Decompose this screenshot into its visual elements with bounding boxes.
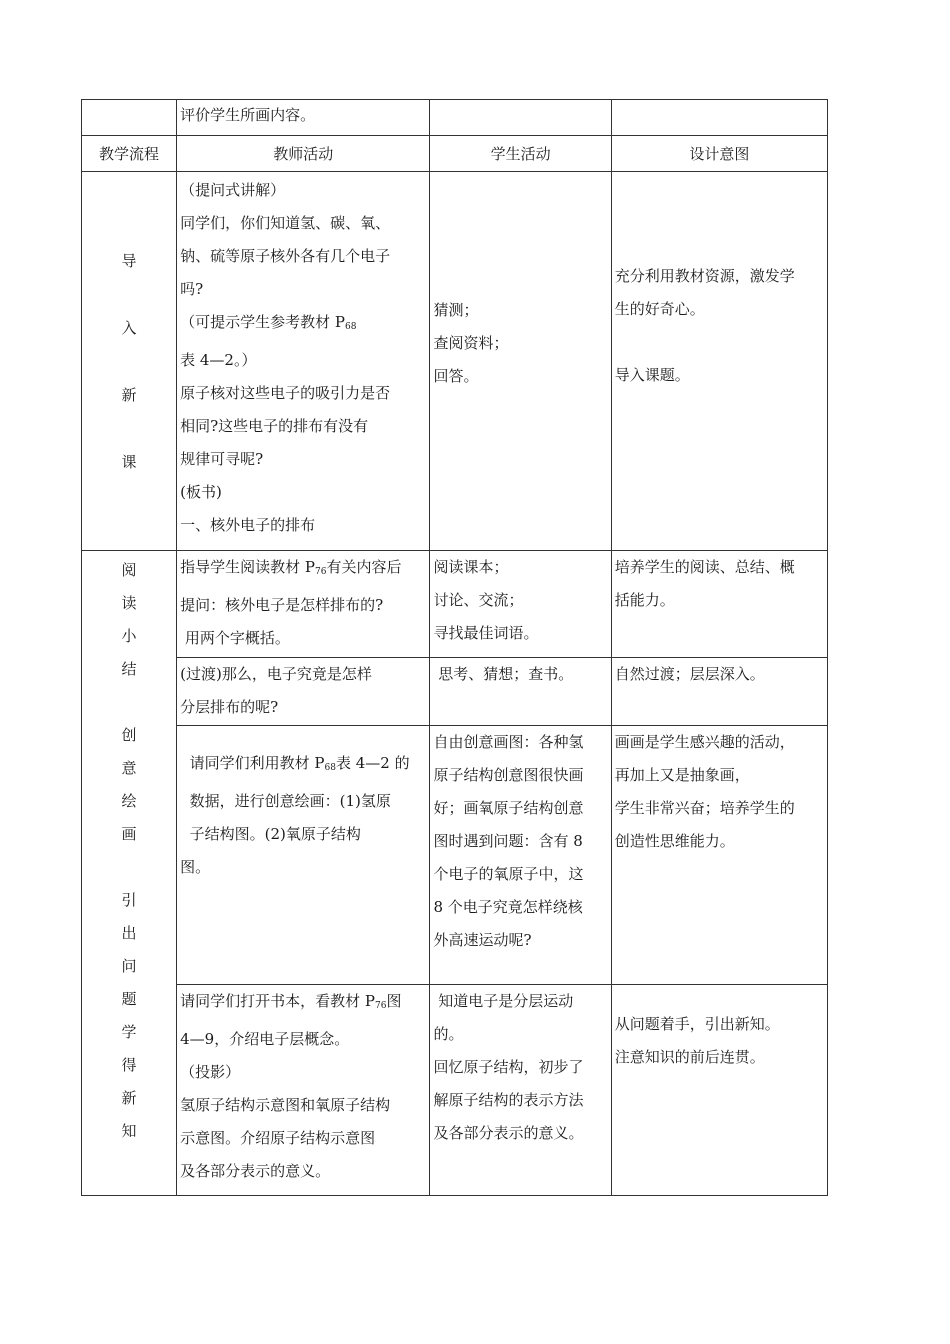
student-line: 查阅资料； bbox=[433, 334, 509, 352]
flow-cell-intro bbox=[82, 172, 177, 551]
teacher-line: 图。 bbox=[180, 858, 211, 876]
teacher-line: 数据，进行创意绘画：(1)氢原 bbox=[180, 792, 391, 810]
flow-char: 出 bbox=[121, 924, 137, 942]
student-line: 原子结构创意图很快画 bbox=[433, 766, 584, 784]
design-cell bbox=[611, 100, 827, 136]
flow-char: 画 bbox=[121, 825, 137, 843]
student-line: 的。 bbox=[433, 1025, 464, 1043]
table-header-row bbox=[82, 136, 828, 172]
teacher-line: 4—9，介绍电子层概念。 bbox=[180, 1030, 350, 1048]
design-cell-drawing bbox=[611, 726, 827, 985]
flow-cell-section2 bbox=[82, 551, 177, 1196]
teacher-line: 相同?这些电子的排布有没有 bbox=[180, 417, 369, 435]
student-line: 外高速运动呢? bbox=[433, 931, 532, 949]
design-cell-new-knowledge bbox=[611, 985, 827, 1196]
teacher-cell-new-knowledge bbox=[177, 985, 430, 1196]
teacher-line: 用两个字概括。 bbox=[180, 629, 290, 647]
student-line: 解原子结构的表示方法 bbox=[433, 1091, 584, 1109]
flow-char: 新 bbox=[121, 1089, 137, 1107]
teacher-cell bbox=[177, 100, 430, 136]
design-line: 导入课题。 bbox=[614, 366, 690, 384]
teacher-line: 请同学们打开书本，看教材 $P_{76}$图 bbox=[180, 992, 402, 1011]
student-cell-new-knowledge bbox=[430, 985, 611, 1196]
teacher-line: 氢原子结构示意图和氧原子结构 bbox=[180, 1096, 391, 1114]
page-subscript: 76 bbox=[315, 567, 327, 577]
teacher-line: 评价学生所画内容。 bbox=[180, 106, 316, 124]
student-cell-transition bbox=[430, 658, 611, 726]
page-subscript: 68 bbox=[345, 322, 357, 332]
flow-char: 课 bbox=[121, 453, 137, 471]
teacher-cell-drawing bbox=[177, 726, 430, 985]
teacher-line: 子结构图。(2)氧原子结构 bbox=[180, 825, 361, 843]
teacher-line: 提问：核外电子是怎样排布的? bbox=[180, 596, 384, 614]
flow-char: 得 bbox=[121, 1056, 137, 1074]
student-line: 图时遇到问题：含有 8 bbox=[433, 832, 583, 850]
design-line: 充分利用教材资源，激发学 bbox=[614, 267, 795, 285]
design-line: 从问题着手，引出新知。 bbox=[614, 1015, 780, 1033]
teacher-line: （投影） bbox=[180, 1063, 241, 1081]
flow-char: 阅 bbox=[121, 561, 137, 579]
student-line: 回忆原子结构，初步了 bbox=[433, 1058, 584, 1076]
teacher-line: (过渡)那么，电子究竟是怎样 bbox=[180, 665, 372, 683]
teacher-line: （提问式讲解） bbox=[180, 181, 286, 199]
student-line: 讨论、交流； bbox=[433, 591, 524, 609]
flow-char: 新 bbox=[121, 386, 137, 404]
design-line: 括能力。 bbox=[614, 591, 675, 609]
flow-char: 问 bbox=[121, 957, 137, 975]
table-row-intro bbox=[82, 172, 828, 551]
student-line: 好；画氧原子结构创意 bbox=[433, 799, 584, 817]
flow-char: 入 bbox=[121, 319, 137, 337]
design-cell-intro bbox=[611, 172, 827, 551]
flow-char: 读 bbox=[121, 594, 137, 612]
header-student: 学生活动 bbox=[430, 136, 611, 172]
teacher-cell-intro bbox=[177, 172, 430, 551]
student-line: 回答。 bbox=[433, 367, 479, 385]
design-line: 注意知识的前后连贯。 bbox=[614, 1048, 765, 1066]
student-line: 思考、猜想；查书。 bbox=[433, 665, 574, 683]
student-cell bbox=[430, 100, 611, 136]
teacher-line: 规律可寻呢? bbox=[180, 450, 264, 468]
table-row-drawing bbox=[82, 726, 828, 985]
design-cell-reading bbox=[611, 551, 827, 658]
design-cell-transition bbox=[611, 658, 827, 726]
table-row bbox=[82, 100, 828, 136]
student-line: 阅读课本； bbox=[433, 558, 509, 576]
student-cell-intro bbox=[430, 172, 611, 551]
student-line: 自由创意画图：各种氢 bbox=[433, 733, 584, 751]
flow-char: 结 bbox=[121, 660, 137, 678]
flow-cell bbox=[82, 100, 177, 136]
student-line: 知道电子是分层运动 bbox=[433, 992, 574, 1010]
teacher-line: 请同学们利用教材 $P_{68}$表 4—2 的 bbox=[180, 754, 410, 773]
student-line: 及各部分表示的意义。 bbox=[433, 1124, 584, 1142]
student-line: 猜测； bbox=[433, 301, 479, 319]
teacher-line: （可提示学生参考教材 $P_{68}$ bbox=[180, 313, 357, 332]
header-flow: 教学流程 bbox=[82, 136, 177, 172]
flow-char: 导 bbox=[121, 252, 137, 270]
design-line: 生的好奇心。 bbox=[614, 300, 705, 318]
flow-char: 创 bbox=[121, 726, 137, 744]
student-cell-reading bbox=[430, 551, 611, 658]
table-row-reading bbox=[82, 551, 828, 658]
flow-char: 小 bbox=[121, 627, 137, 645]
teacher-line: 表 4—2。） bbox=[180, 351, 257, 369]
student-line: 寻找最佳词语。 bbox=[433, 624, 539, 642]
design-line: 画画是学生感兴趣的活动， bbox=[614, 733, 795, 751]
header-teacher: 教师活动 bbox=[177, 136, 430, 172]
flow-char: 绘 bbox=[121, 792, 137, 810]
teacher-line: 原子核对这些电子的吸引力是否 bbox=[180, 384, 391, 402]
teacher-line: 同学们，你们知道氢、碳、氧、 bbox=[180, 214, 391, 232]
lesson-plan-table bbox=[81, 99, 828, 1196]
student-line: 8 个电子究竟怎样绕核 bbox=[433, 898, 583, 916]
flow-char: 题 bbox=[121, 990, 137, 1008]
student-line: 个电子的氧原子中，这 bbox=[433, 865, 584, 883]
student-cell-drawing bbox=[430, 726, 611, 985]
design-line: 学生非常兴奋；培养学生的 bbox=[614, 799, 795, 817]
teacher-line: 钠、硫等原子核外各有几个电子 bbox=[180, 247, 391, 265]
flow-char: 学 bbox=[121, 1023, 137, 1041]
flow-char: 引 bbox=[121, 891, 137, 909]
page-subscript: 68 bbox=[324, 763, 336, 773]
design-line: 创造性思维能力。 bbox=[614, 832, 735, 850]
teacher-line: 吗? bbox=[180, 280, 204, 298]
teacher-line: 示意图。介绍原子结构示意图 bbox=[180, 1129, 376, 1147]
teacher-cell-transition bbox=[177, 658, 430, 726]
design-line: 自然过渡；层层深入。 bbox=[614, 665, 765, 683]
table-row-new-knowledge bbox=[82, 985, 828, 1196]
teacher-cell-reading bbox=[177, 551, 430, 658]
teacher-line: 分层排布的呢? bbox=[180, 698, 279, 716]
flow-char: 意 bbox=[121, 759, 137, 777]
flow-char: 知 bbox=[121, 1122, 137, 1140]
teacher-line: 指导学生阅读教材 $P_{76}$有关内容后 bbox=[180, 558, 402, 577]
design-line: 培养学生的阅读、总结、概 bbox=[614, 558, 795, 576]
table-row-transition bbox=[82, 658, 828, 726]
teacher-line: 一、核外电子的排布 bbox=[180, 516, 316, 534]
page-subscript: 76 bbox=[375, 1001, 387, 1011]
header-design: 设计意图 bbox=[611, 136, 827, 172]
teacher-line: 及各部分表示的意义。 bbox=[180, 1162, 331, 1180]
teacher-line: (板书) bbox=[180, 483, 222, 501]
design-line: 再加上又是抽象画， bbox=[614, 766, 750, 784]
